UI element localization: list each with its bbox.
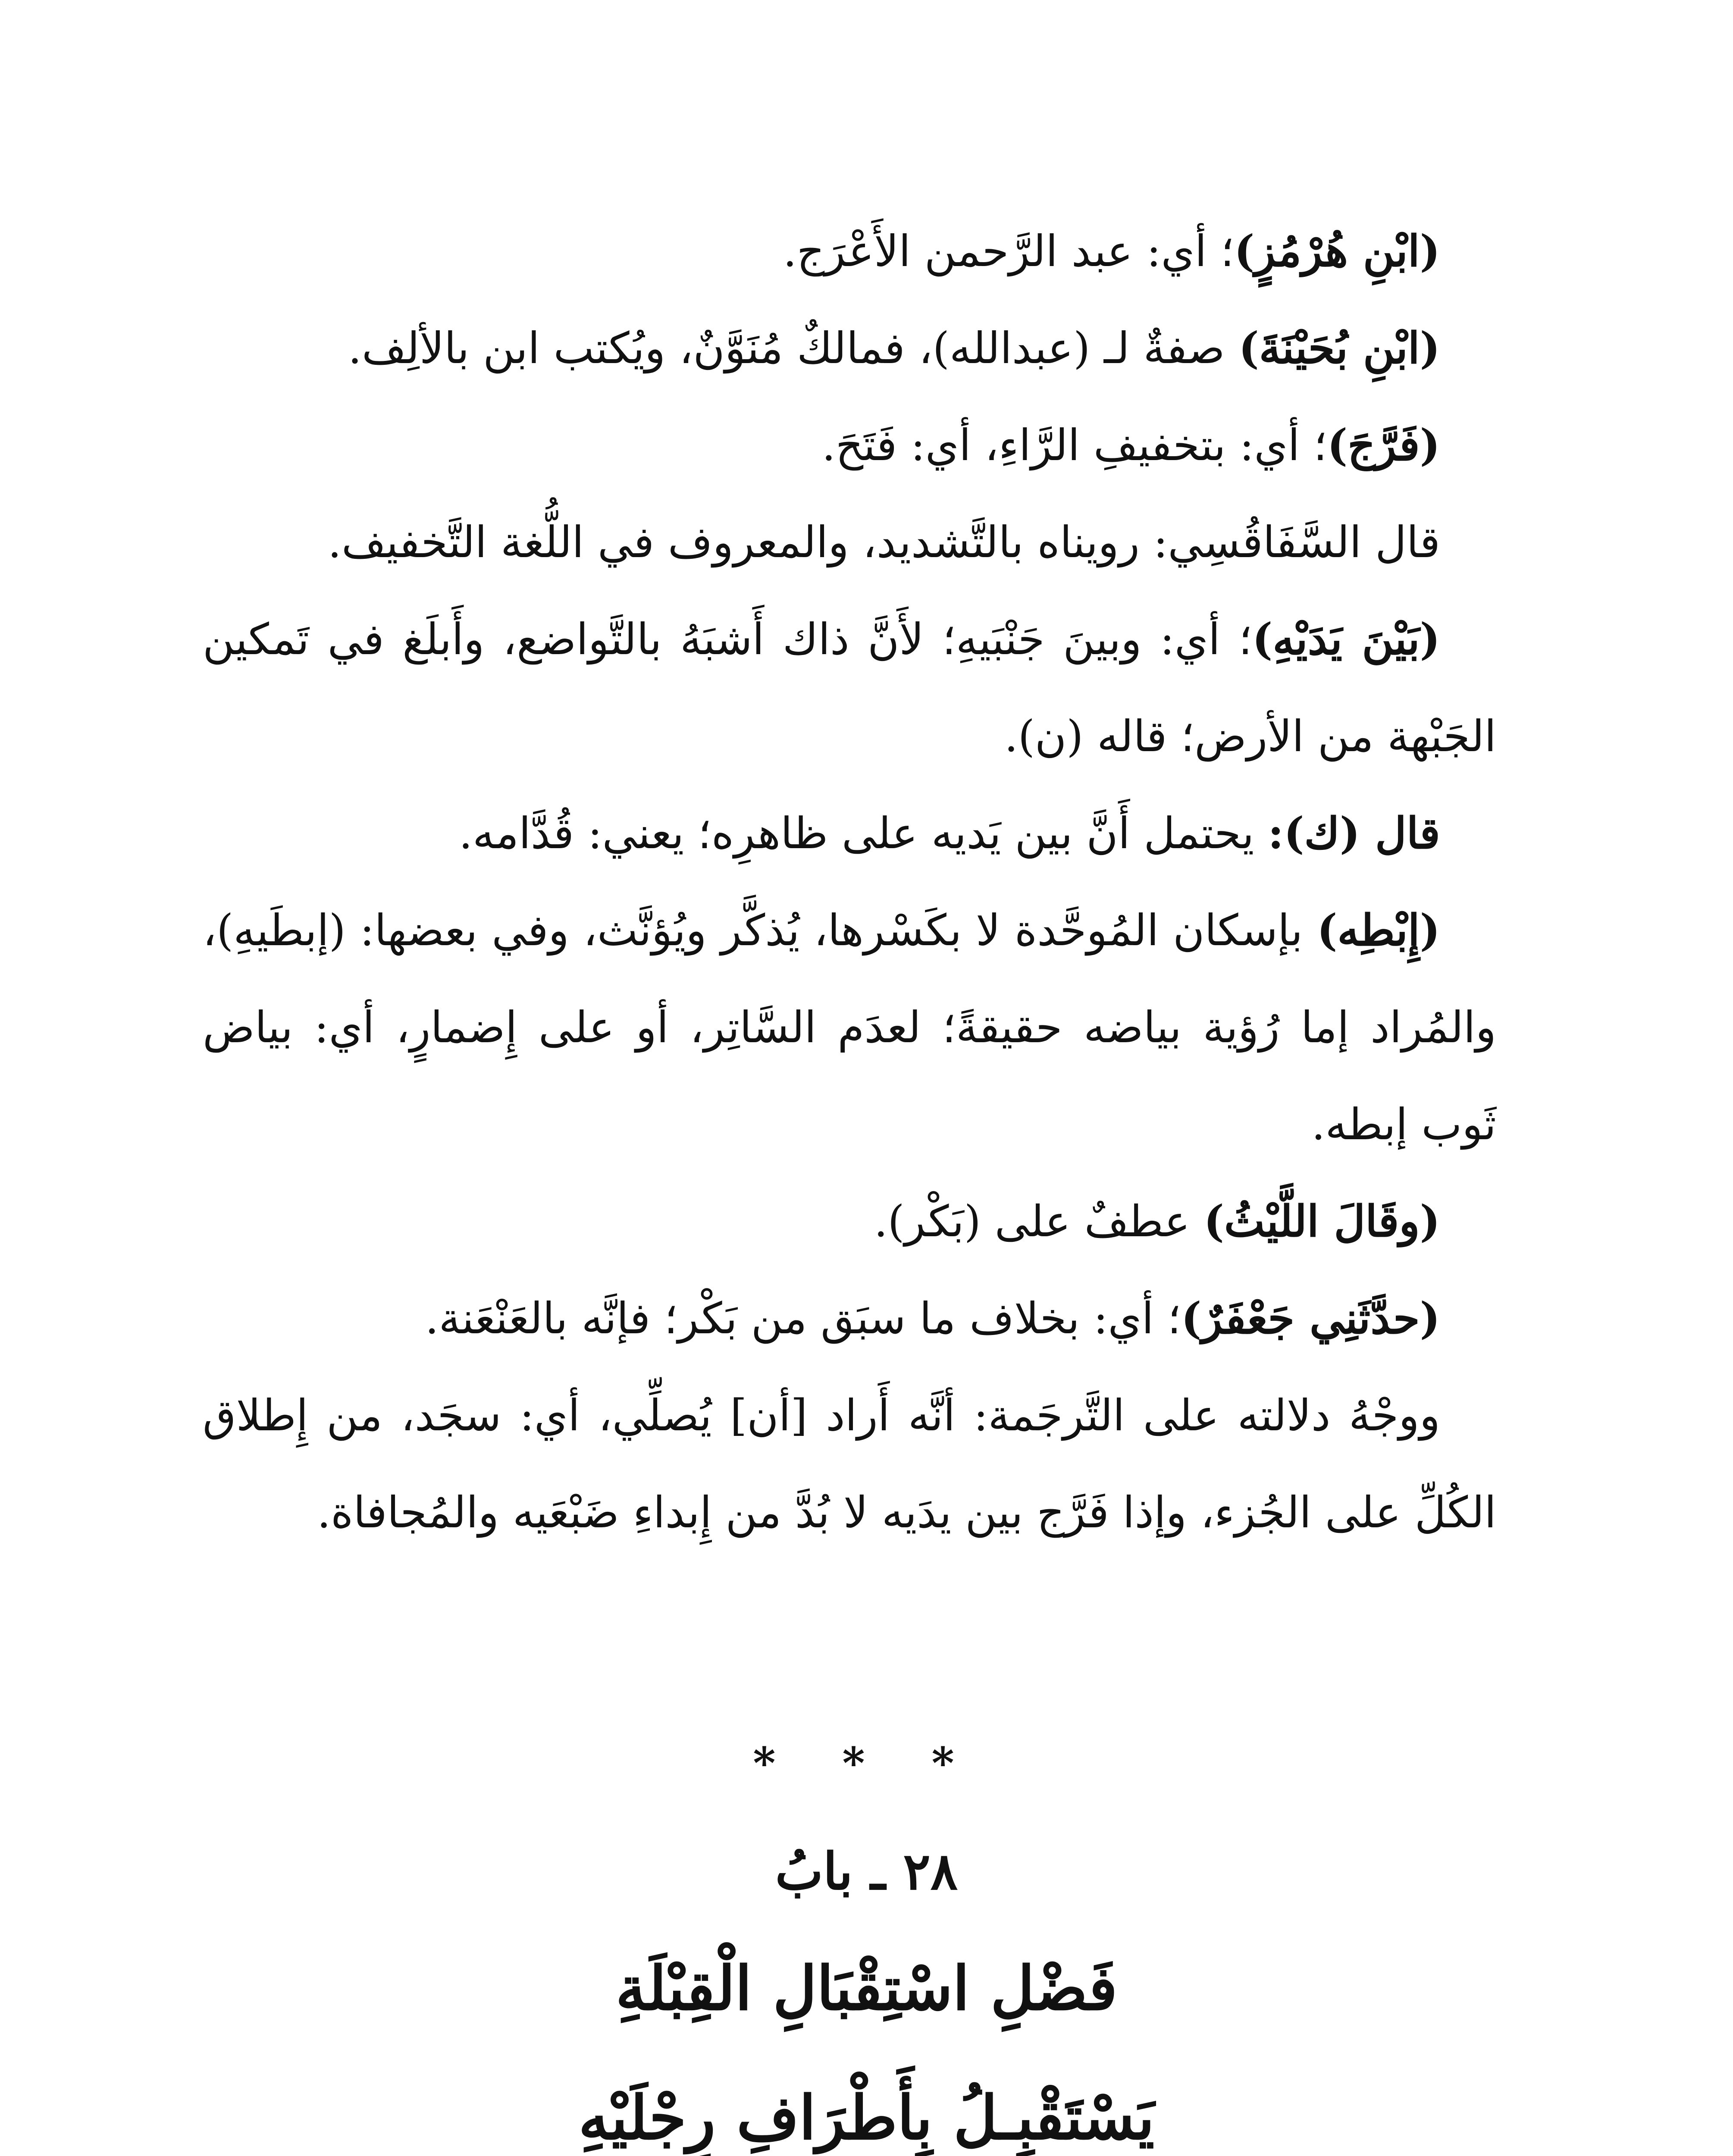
chapter-title-line-2: يَسْتَقْبِـلُ بِأَطْرَافِ رِجْلَيْهِ [578, 2083, 1155, 2153]
keyword: (حدَّثَنِي جَعْفَرٌ) [1181, 1293, 1440, 1344]
paragraph-qala-k [203, 785, 1496, 882]
paragraph-body: ووجْهُ دلالته على التَّرجَمة: أنَّه أَراد [أن] يُصلِّي، أي: سجَد، من إِطلاق الكُلِّ على الجُزء، وإذا فَرَّج بين يدَيه لا بُدَّ من إِبداءِ ضَبْعَيه والمُجافاة. [203, 1390, 1496, 1538]
keyword: (بَيْنَ يَدَيْهِ) [1252, 614, 1440, 664]
keyword: (وقَالَ اللَّيْثُ) [1203, 1196, 1440, 1247]
paragraph-jafar [203, 1270, 1496, 1367]
keyword: (ابْنِ بُحَيْنَةَ) [1238, 323, 1440, 373]
section-separator: * * * [753, 1738, 980, 1789]
paragraph-body: بإسكان المُوحَّدة لا بكَسْرها، يُذكَّر ويُؤنَّث، وفي بعضها: (إبطَيهِ)، والمُراد إما رُؤية بياضه حقيقةً؛ لعدَم السَّاتِر، أو على إِضمارٍ، أي: بياض ثَوب إبطه. [203, 905, 1496, 1150]
paragraph-body: يحتمل أَنَّ بين يَديه على ظاهرِه؛ يعني: قُدَّامه. [459, 808, 1268, 859]
paragraph-bayna-yadayhi [203, 591, 1496, 785]
paragraph-body: ؛ أي: عبد الرَّحمن الأَعْرَج. [783, 226, 1235, 276]
paragraph-body: ؛ أي: وبينَ جَنْبَيهِ؛ لأَنَّ ذاك أَشبَهُ بالتَّواضع، وأَبلَغ في تَمكين الجَبْهة من الأرض؛ قاله (ن). [203, 614, 1496, 761]
keyword: (فَرَّجَ) [1327, 420, 1440, 470]
paragraph-body: قال السَّفَاقُسِي: رويناه بالتَّشديد، والمعروف في اللُّغة التَّخفيف. [328, 517, 1440, 567]
keyword: (إِبْطِه) [1317, 905, 1440, 956]
paragraph-al-layth [203, 1173, 1496, 1270]
keyword: (ابْنِ هُرْمُزٍ) [1234, 226, 1440, 276]
paragraph-body: ؛ أي: بتخفيفِ الرَّاءِ، أي: فَتَحَ. [821, 420, 1327, 470]
paragraph-body: ؛ أي: بخلاف ما سبَق من بَكْر؛ فإنَّه بالعَنْعَنة. [425, 1293, 1181, 1344]
commentary-text [203, 203, 1496, 1561]
chapter-number: ٢٨ ـ بابُ [775, 1841, 958, 1901]
paragraph-ibtih [203, 882, 1496, 1173]
paragraph-safaqusi [203, 494, 1496, 591]
paragraph-wajh-dalala [203, 1367, 1496, 1561]
paragraph-ibn-buhayna [203, 300, 1496, 397]
paragraph-body: عطفٌ على (بَكْر). [874, 1196, 1204, 1247]
paragraph-farraja [203, 397, 1496, 494]
paragraph-ibn-hurmuz [203, 203, 1496, 300]
paragraph-body: صفةٌ لـ (عبدالله)، فمالكٌ مُنَوَّنٌ، ويُكتب ابن بالألِف. [348, 323, 1239, 373]
chapter-title-line-1: فَضْلِ اسْتِقْبَالِ الْقِبْلَةِ [615, 1953, 1118, 2024]
keyword: قال (ك): [1268, 808, 1440, 859]
